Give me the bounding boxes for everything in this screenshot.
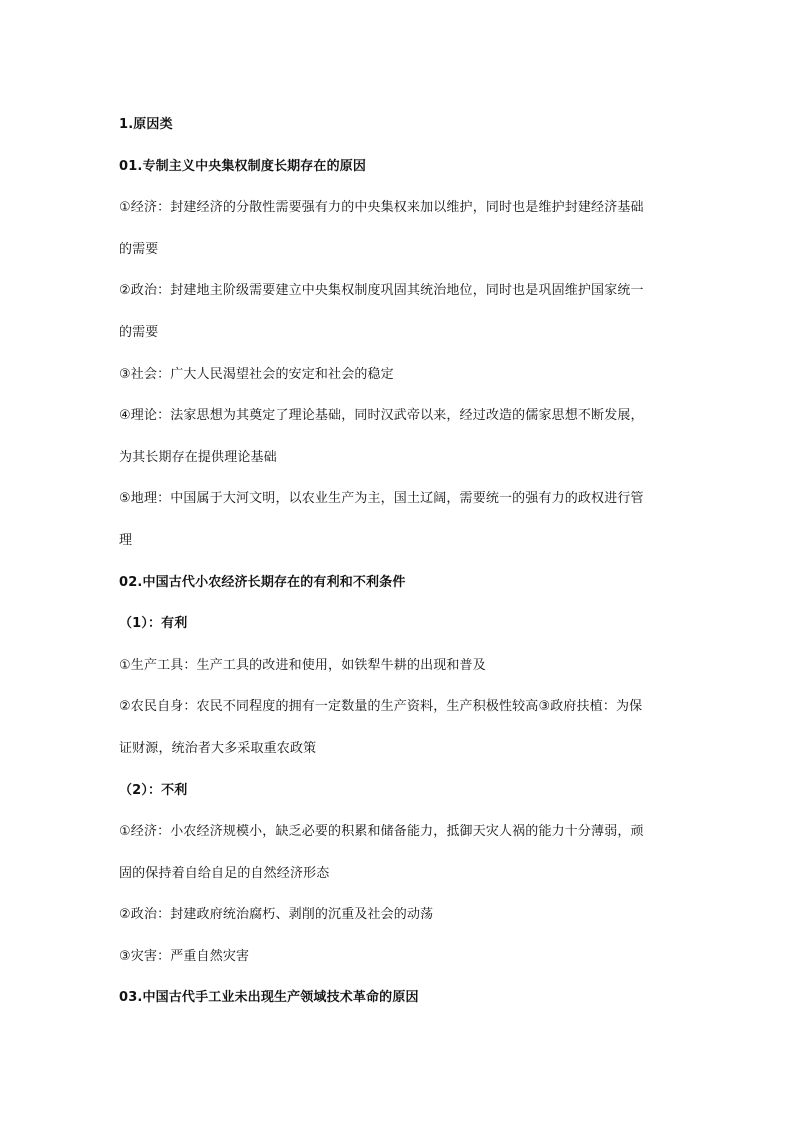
paragraph-line: ⑤地理：中国属于大河文明，以农业生产为主，国土辽阔，需要统一的强有力的政权进行管 [119, 491, 644, 507]
paragraph-line: ③社会：广大人民渴望社会的安定和社会的稳定 [119, 366, 394, 382]
question-heading-01: 01.专制主义中央集权制度长期存在的原因 [119, 158, 367, 174]
subheading-unfavorable: （2）：不利 [119, 782, 188, 798]
section-heading-reasons: 1.原因类 [119, 117, 173, 132]
paragraph-line: 的需要 [119, 241, 159, 257]
question-heading-03: 03.中国古代手工业未出现生产领域技术革命的原因 [119, 990, 419, 1006]
paragraph-line: 固的保持着自给自足的自然经济形态 [119, 865, 330, 881]
paragraph-line: ②农民自身：农民不同程度的拥有一定数量的生产资料，生产积极性较高③政府扶植：为保 [119, 699, 643, 715]
subheading-favorable: （1）：有利 [119, 616, 188, 632]
paragraph-line: ①经济：封建经济的分散性需要强有力的中央集权来加以维护，同时也是维护封建经济基础 [119, 200, 644, 216]
paragraph-line: 为其长期存在提供理论基础 [119, 449, 277, 465]
paragraph-line: ③灾害：严重自然灾害 [119, 948, 250, 964]
paragraph-line: 的需要 [119, 324, 159, 340]
document-body [119, 104, 679, 1019]
paragraph-line: ②政治：封建政府统治腐朽、剥削的沉重及社会的动荡 [119, 907, 434, 923]
paragraph-line: ②政治：封建地主阶级需要建立中央集权制度巩固其统治地位，同时也是巩固维护国家统一 [119, 283, 644, 299]
question-heading-02: 02.中国古代小农经济长期存在的有利和不利条件 [119, 574, 406, 590]
paragraph-line: 证财源，统治者大多采取重农政策 [119, 740, 317, 756]
paragraph-line: ④理论：法家思想为其奠定了理论基础，同时汉武帝以来，经过改造的儒家思想不断发展， [119, 408, 644, 424]
paragraph-line: ①经济：小农经济规模小，缺乏必要的积累和储备能力，抵御天灾人祸的能力十分薄弱，顽 [119, 824, 644, 840]
paragraph-line: ①生产工具：生产工具的改进和使用，如铁犁牛耕的出现和普及 [119, 657, 486, 673]
paragraph-line: 理 [119, 532, 133, 548]
